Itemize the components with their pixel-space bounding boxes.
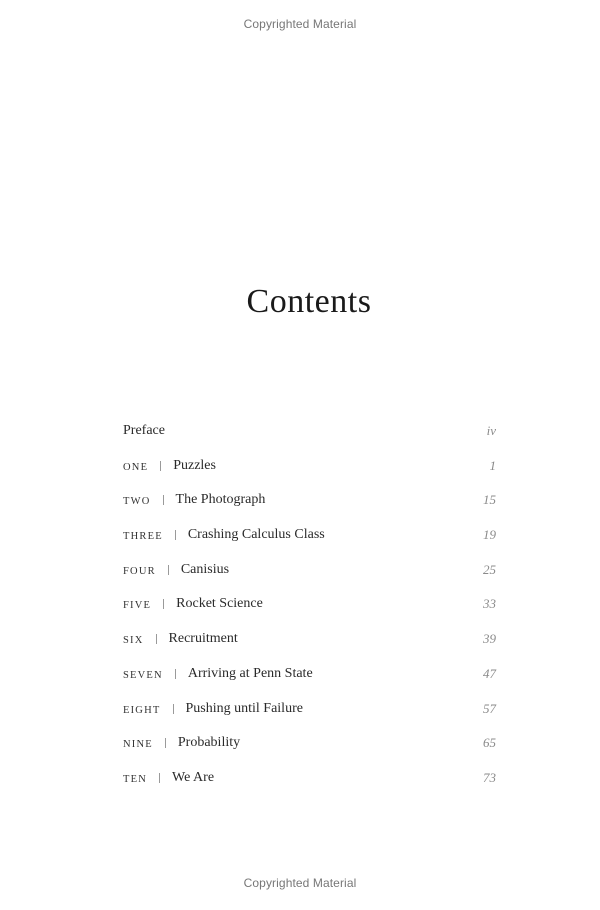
chapter-number: SIX xyxy=(123,635,144,647)
chapter-number: TEN xyxy=(123,773,148,785)
page-title: Contents xyxy=(246,283,372,320)
page-number: 57 xyxy=(483,700,496,716)
separator xyxy=(156,634,157,644)
page-number: 39 xyxy=(483,631,496,647)
page-number: 25 xyxy=(483,561,496,577)
copyright-watermark-top: Copyrighted Material xyxy=(243,17,357,31)
toc-entry-chapter-7[interactable] xyxy=(123,664,496,699)
toc-entry-chapter-8[interactable] xyxy=(123,699,496,734)
chapter-title: Crashing Calculus Class xyxy=(187,527,325,543)
page-number: 15 xyxy=(483,492,496,508)
page-number: 47 xyxy=(483,665,496,681)
separator xyxy=(160,461,161,471)
chapter-number: TWO xyxy=(123,496,151,508)
toc-entry-chapter-4[interactable] xyxy=(123,560,496,595)
chapter-number: FIVE xyxy=(123,600,152,612)
separator xyxy=(163,495,164,505)
toc-entry-chapter-1[interactable] xyxy=(123,456,496,491)
chapter-number: SEVEN xyxy=(123,669,163,681)
chapter-number: NINE xyxy=(123,739,153,751)
separator xyxy=(165,738,166,748)
page-number: iv xyxy=(486,423,496,438)
chapter-title: Canisius xyxy=(180,561,230,577)
chapter-number: FOUR xyxy=(123,565,156,577)
chapter-title: Probability xyxy=(177,735,241,751)
toc-entry-chapter-10[interactable] xyxy=(123,768,496,803)
toc-entry-chapter-2[interactable] xyxy=(123,490,496,525)
chapter-number: THREE xyxy=(123,531,163,543)
toc-entry-chapter-9[interactable] xyxy=(123,733,496,768)
toc-entry-chapter-3[interactable] xyxy=(123,525,496,560)
page-number: 65 xyxy=(483,735,496,751)
separator xyxy=(159,773,160,783)
page-number: 73 xyxy=(483,769,496,785)
page-number: 33 xyxy=(483,596,496,612)
chapter-title: We Are xyxy=(172,769,215,785)
separator xyxy=(175,530,176,540)
page-number: 1 xyxy=(489,457,496,473)
entry-title: Preface xyxy=(123,423,165,438)
toc-entry-chapter-5[interactable] xyxy=(123,594,496,629)
chapter-number: EIGHT xyxy=(123,704,161,716)
chapter-title: Arriving at Penn State xyxy=(187,665,313,681)
chapter-title: Rocket Science xyxy=(176,596,263,612)
chapter-title: Pushing until Failure xyxy=(185,700,303,716)
chapter-title: The Photograph xyxy=(175,492,266,508)
toc-entry-chapter-6[interactable] xyxy=(123,629,496,664)
page-number: 19 xyxy=(483,527,496,543)
chapter-title: Recruitment xyxy=(168,631,238,647)
separator xyxy=(163,599,164,609)
separator xyxy=(173,704,174,714)
separator xyxy=(168,565,169,575)
separator xyxy=(175,669,176,679)
toc-entry-preface[interactable] xyxy=(123,421,496,456)
chapter-title: Puzzles xyxy=(173,457,216,473)
table-of-contents xyxy=(123,421,496,803)
copyright-watermark-bottom: Copyrighted Material xyxy=(243,876,357,890)
chapter-number: ONE xyxy=(123,461,149,473)
